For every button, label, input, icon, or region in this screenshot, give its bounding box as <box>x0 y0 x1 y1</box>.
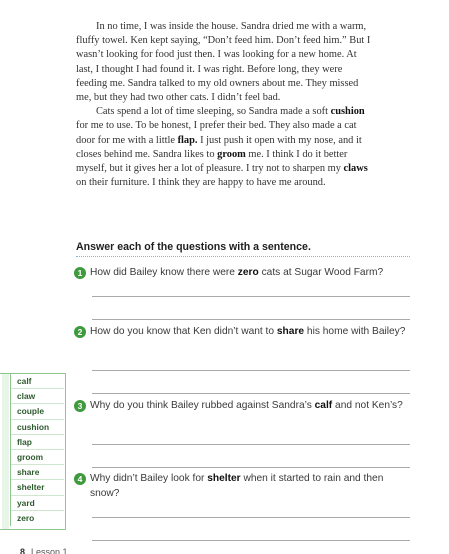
question-number-badge: 4 <box>74 473 86 485</box>
answer-line[interactable] <box>92 370 410 371</box>
bold-vocab-word: groom <box>217 148 246 160</box>
dotted-divider <box>76 256 410 257</box>
bold-vocab-word: cushion <box>330 106 365 118</box>
vocabulary-list <box>10 374 64 526</box>
question-4 <box>74 472 410 501</box>
bold-vocab-word: share <box>276 326 305 337</box>
vocab-word: claw <box>11 389 64 404</box>
lesson-label: Lesson 1 <box>31 547 68 554</box>
text-run: I just push it open with my nose, and it closes behind me. Sandra likes to <box>76 134 362 160</box>
page-number: 8 <box>20 547 26 554</box>
question-3 <box>74 399 410 414</box>
page-footer <box>20 547 68 554</box>
vocabulary-word-box <box>0 373 66 530</box>
text-run: In no time, I was inside the house. Sandra dried me with a warm, fluffy towel. Ken kept saying, “Don’t feed him. Don’t feed him.” But I wasn’t looking for food just then. I was looking for a new home. At last, I thought I had found it. I was right. Before long, they were feeding me. Sandra talked to my old owners about me. They missed me, but they had two other cats. I didn’t feel bad. <box>76 21 371 104</box>
bold-vocab-word: shelter <box>207 473 241 484</box>
vocab-word: yard <box>11 496 64 511</box>
answer-line[interactable] <box>92 517 410 518</box>
question-text <box>90 472 410 501</box>
text-run: Why do you think Bailey rubbed against Sandra’s <box>90 400 315 411</box>
answer-line[interactable] <box>92 467 410 468</box>
question-1 <box>74 266 410 281</box>
text-run: me. I think I do it better myself, but it gives her a lot of pleasure. I try not to sharpen my <box>76 148 348 175</box>
vocab-word: calf <box>11 374 64 389</box>
text-run: and not Ken’s? <box>332 400 403 411</box>
text-run: for me to use. To be honest, I prefer their bed. They also made a cat door for me with a little <box>76 120 357 146</box>
answer-line[interactable] <box>92 444 410 445</box>
vocab-word: cushion <box>11 420 64 435</box>
text-run: Why didn’t Bailey look for <box>90 473 208 484</box>
bold-vocab-word: zero <box>237 267 259 278</box>
question-number-badge: 1 <box>74 267 86 279</box>
bold-vocab-word: flap. <box>177 134 198 146</box>
text-run: on their furniture. I think they are happy to have me around. <box>76 177 326 189</box>
vocab-word: zero <box>17 512 35 523</box>
vocab-word: couple <box>11 404 64 419</box>
question-number-badge: 2 <box>74 326 86 338</box>
story-text <box>76 20 376 190</box>
text-run: How did Bailey know there were <box>90 267 238 278</box>
vocab-word: share <box>11 465 64 480</box>
instructions-heading: Answer each of the questions with a sentence. <box>76 241 311 253</box>
question-number-badge: 3 <box>74 400 86 412</box>
answer-line[interactable] <box>92 393 410 394</box>
answer-line[interactable] <box>92 540 410 541</box>
story-paragraph-2 <box>76 105 376 190</box>
text-run: his home with Bailey? <box>304 326 406 337</box>
vocab-word: flap <box>11 435 64 450</box>
question-text <box>90 399 403 414</box>
question-2 <box>74 325 410 340</box>
bold-vocab-word: claws <box>343 163 368 175</box>
vocab-word: groom <box>11 450 64 465</box>
text-run: when it started to rain and then snow? <box>90 473 384 499</box>
question-text <box>90 266 383 281</box>
bold-vocab-word: calf <box>314 400 333 411</box>
text-run: cats at Sugar Wood Farm? <box>258 267 384 278</box>
vocab-word: shelter <box>11 480 64 495</box>
answer-line[interactable] <box>92 319 410 320</box>
answer-line[interactable] <box>92 296 410 297</box>
text-run: Cats spend a lot of time sleeping, so Sandra made a soft <box>96 106 331 118</box>
question-text <box>90 325 405 340</box>
word-box-strip <box>2 374 9 529</box>
story-paragraph-1 <box>76 20 376 105</box>
text-run: How do you know that Ken didn’t want to <box>90 326 277 337</box>
